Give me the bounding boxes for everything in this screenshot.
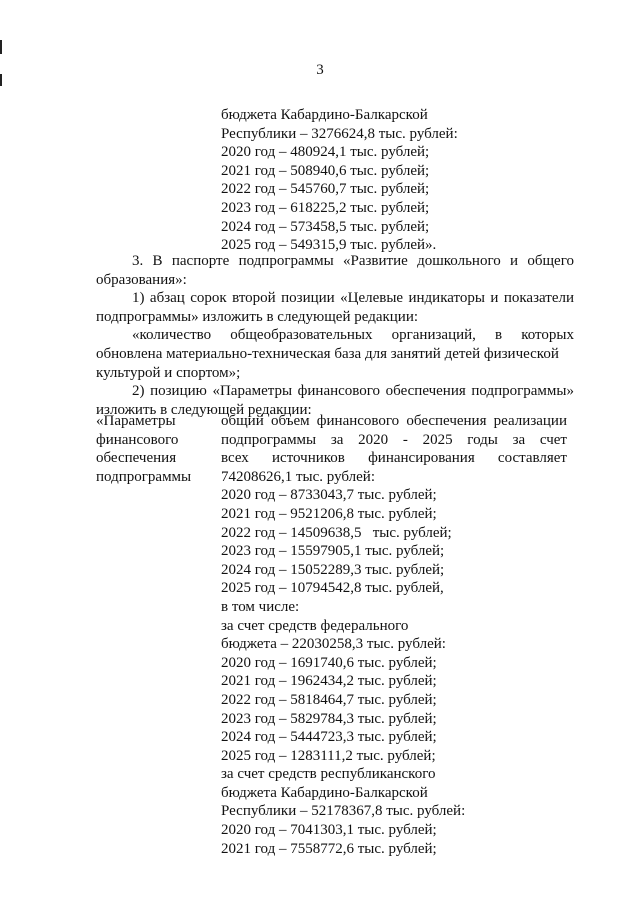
param-intro-line: подпрограммы за 2020 - 2025 годы за счет (221, 431, 567, 448)
param-line: 2024 год – 5444723,3 тыс. рублей; (221, 729, 437, 746)
param-line: бюджета Кабардино-Балкарской (221, 784, 428, 801)
text-line: 2024 год – 573458,5 тыс. рублей; (221, 218, 430, 235)
item-1-line: подпрограммы» изложить в следующей редакции: (96, 308, 419, 325)
param-label-line: подпрограммы (96, 468, 192, 485)
quote-line: «количество общеобразовательных организаций, в которых (132, 327, 574, 344)
page-number: 3 (316, 62, 324, 78)
param-line: 2022 год – 14509638,5 тыс. рублей; (221, 524, 452, 541)
param-line: 2020 год – 7041303,1 тыс. рублей; (221, 822, 437, 839)
param-line: Республики – 52178367,8 тыс. рублей: (221, 803, 466, 820)
text-line: 2021 год – 508940,6 тыс. рублей; (221, 162, 430, 179)
param-value (221, 412, 567, 858)
text-line: 2023 год – 618225,2 тыс. рублей; (221, 199, 430, 216)
quote-line: культурой и спортом»; (96, 364, 241, 381)
top-budget-block (221, 106, 601, 255)
param-line: 2021 год – 1962434,2 тыс. рублей; (221, 673, 437, 690)
text-line: 2025 год – 549315,9 тыс. рублей». (221, 237, 437, 254)
param-label-line: «Параметры (96, 413, 176, 429)
param-intro-line: 74208626,1 тыс. рублей: (221, 468, 375, 485)
param-line: 2025 год – 1283111,2 тыс. рублей; (221, 747, 436, 764)
param-line: 2021 год – 9521206,8 тыс. рублей; (221, 505, 437, 522)
item-2-line: 2) позицию «Параметры финансового обеспечения подпрограммы» (132, 383, 574, 400)
text-line: 2020 год – 480924,1 тыс. рублей; (221, 144, 430, 161)
margin-mark-top (0, 40, 2, 54)
param-line: за счет средств республиканского (221, 766, 436, 783)
param-label (96, 412, 211, 486)
quote-line: обновлена материально-техническая база для занятий детей физической (96, 345, 559, 362)
item-1-line: 1) абзац сорок второй позиции «Целевые индикаторы и показатели (132, 290, 574, 307)
section-3-line: образования»: (96, 271, 187, 288)
param-line: 2022 год – 5818464,7 тыс. рублей; (221, 691, 437, 708)
param-line: 2020 год – 1691740,6 тыс. рублей; (221, 654, 437, 671)
section-3 (96, 252, 574, 419)
text-line: 2022 год – 545760,7 тыс. рублей; (221, 181, 430, 198)
param-line: 2021 год – 7558772,6 тыс. рублей; (221, 840, 437, 857)
param-line: 2023 год – 5829784,3 тыс. рублей; (221, 710, 437, 727)
param-line: 2023 год – 15597905,1 тыс. рублей; (221, 543, 445, 560)
param-line: бюджета – 22030258,3 тыс. рублей: (221, 636, 446, 653)
param-line: за счет средств федерального (221, 617, 409, 634)
item-2-line: изложить в следующей редакции: (96, 401, 312, 418)
param-line: 2025 год – 10794542,8 тыс. рублей, (221, 580, 444, 597)
param-intro-line: общий объем финансового обеспечения реализации (221, 413, 567, 429)
param-intro-line: всех источников финансирования составляет (221, 450, 567, 467)
param-label-line: обеспечения (96, 450, 177, 467)
param-label-line: финансового (96, 431, 179, 448)
param-line: 2024 год – 15052289,3 тыс. рублей; (221, 561, 445, 578)
section-3-line: 3. В паспорте подпрограммы «Развитие дошкольного и общего (132, 253, 574, 269)
param-line: в том числе: (221, 598, 300, 615)
param-line: 2020 год – 8733043,7 тыс. рублей; (221, 487, 437, 504)
text-line: бюджета Кабардино-Балкарской (221, 107, 428, 123)
text-line: Республики – 3276624,8 тыс. рублей: (221, 125, 458, 142)
